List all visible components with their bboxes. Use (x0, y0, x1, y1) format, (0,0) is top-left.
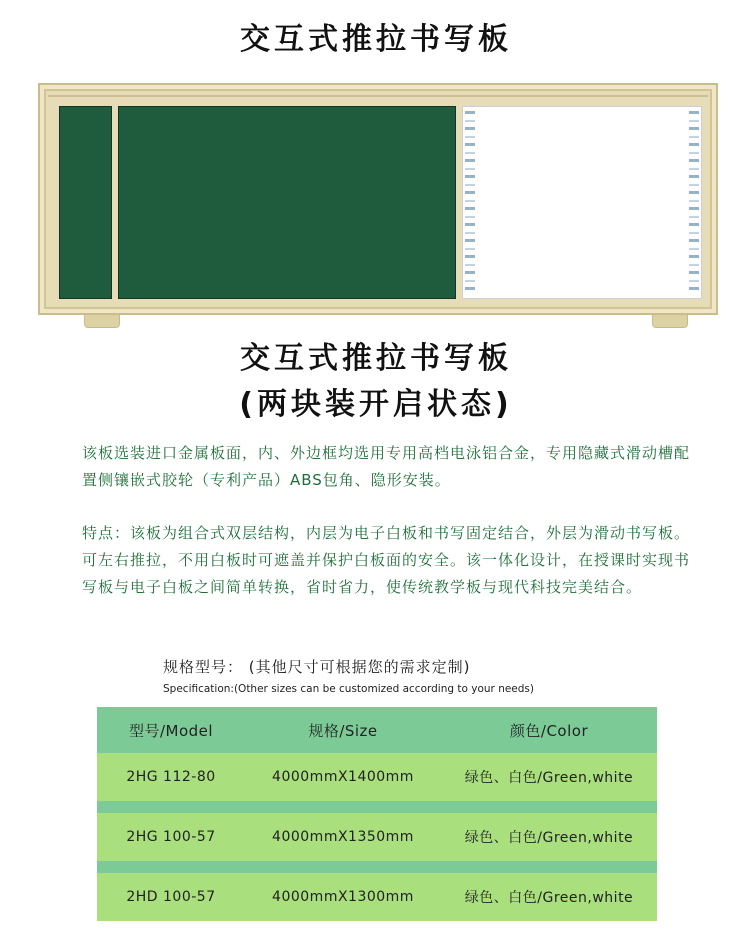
cell-color: 绿色、白色/Green,white (464, 890, 634, 906)
cell-size: 4000mmX1350mm (272, 829, 414, 845)
spec-table (97, 707, 657, 921)
heading-line-2: (两块装开启状态) (239, 387, 513, 422)
table-row (97, 873, 657, 921)
header-size: 规格/Size (308, 721, 378, 740)
board-foot-left (84, 315, 120, 328)
green-board-left-panel (59, 106, 112, 299)
whiteboard-toolbar-left (465, 111, 475, 295)
frame-trim (48, 95, 708, 97)
cell-size: 4000mmX1400mm (272, 769, 414, 785)
green-board-sliding-panel (118, 106, 456, 299)
table-row (97, 753, 657, 801)
row-divider (97, 861, 657, 873)
spec-title: 规格型号： (其他尺寸可根据您的需求定制) (163, 658, 471, 676)
row-divider (97, 801, 657, 813)
description-paragraph: 该板选装进口金属板面，内、外边框均选用专用高档电泳铝合金，专用隐藏式滑动槽配置侧镶嵌式胶轮（专利产品）ABS包角、隐形安装。 (82, 444, 691, 489)
cell-color: 绿色、白色/Green,white (464, 830, 634, 846)
section-heading (0, 336, 752, 428)
features-paragraph: 特点：该板为组合式双层结构，内层为电子白板和书写固定结合，外层为滑动书写板。可左右推拉，不用白板时可遮盖并保护白板面的安全。该一体化设计，在授课时实现书写板与电子白板之间简单转换，省时省力，使传统教学板与现代科技完美结合。 (82, 524, 691, 596)
table-row (97, 813, 657, 861)
header-color: 颜色/Color (509, 721, 589, 740)
cell-size: 4000mmX1300mm (272, 889, 414, 905)
page-title: 交互式推拉书写板 (240, 22, 512, 57)
cell-model: 2HD 100-57 (126, 889, 216, 905)
board-foot-right (652, 315, 688, 328)
spec-subtitle: Specification:(Other sizes can be customized according to your needs) (163, 683, 534, 695)
cell-model: 2HG 112-80 (126, 769, 216, 785)
cell-color: 绿色、白色/Green,white (464, 770, 634, 786)
board-illustration (38, 83, 718, 315)
table-header-row (97, 707, 657, 753)
electronic-whiteboard-panel (462, 106, 702, 299)
heading-line-1: 交互式推拉书写板 (240, 341, 512, 376)
cell-model: 2HG 100-57 (126, 829, 216, 845)
whiteboard-toolbar-right (689, 111, 699, 295)
header-model: 型号/Model (128, 721, 214, 740)
